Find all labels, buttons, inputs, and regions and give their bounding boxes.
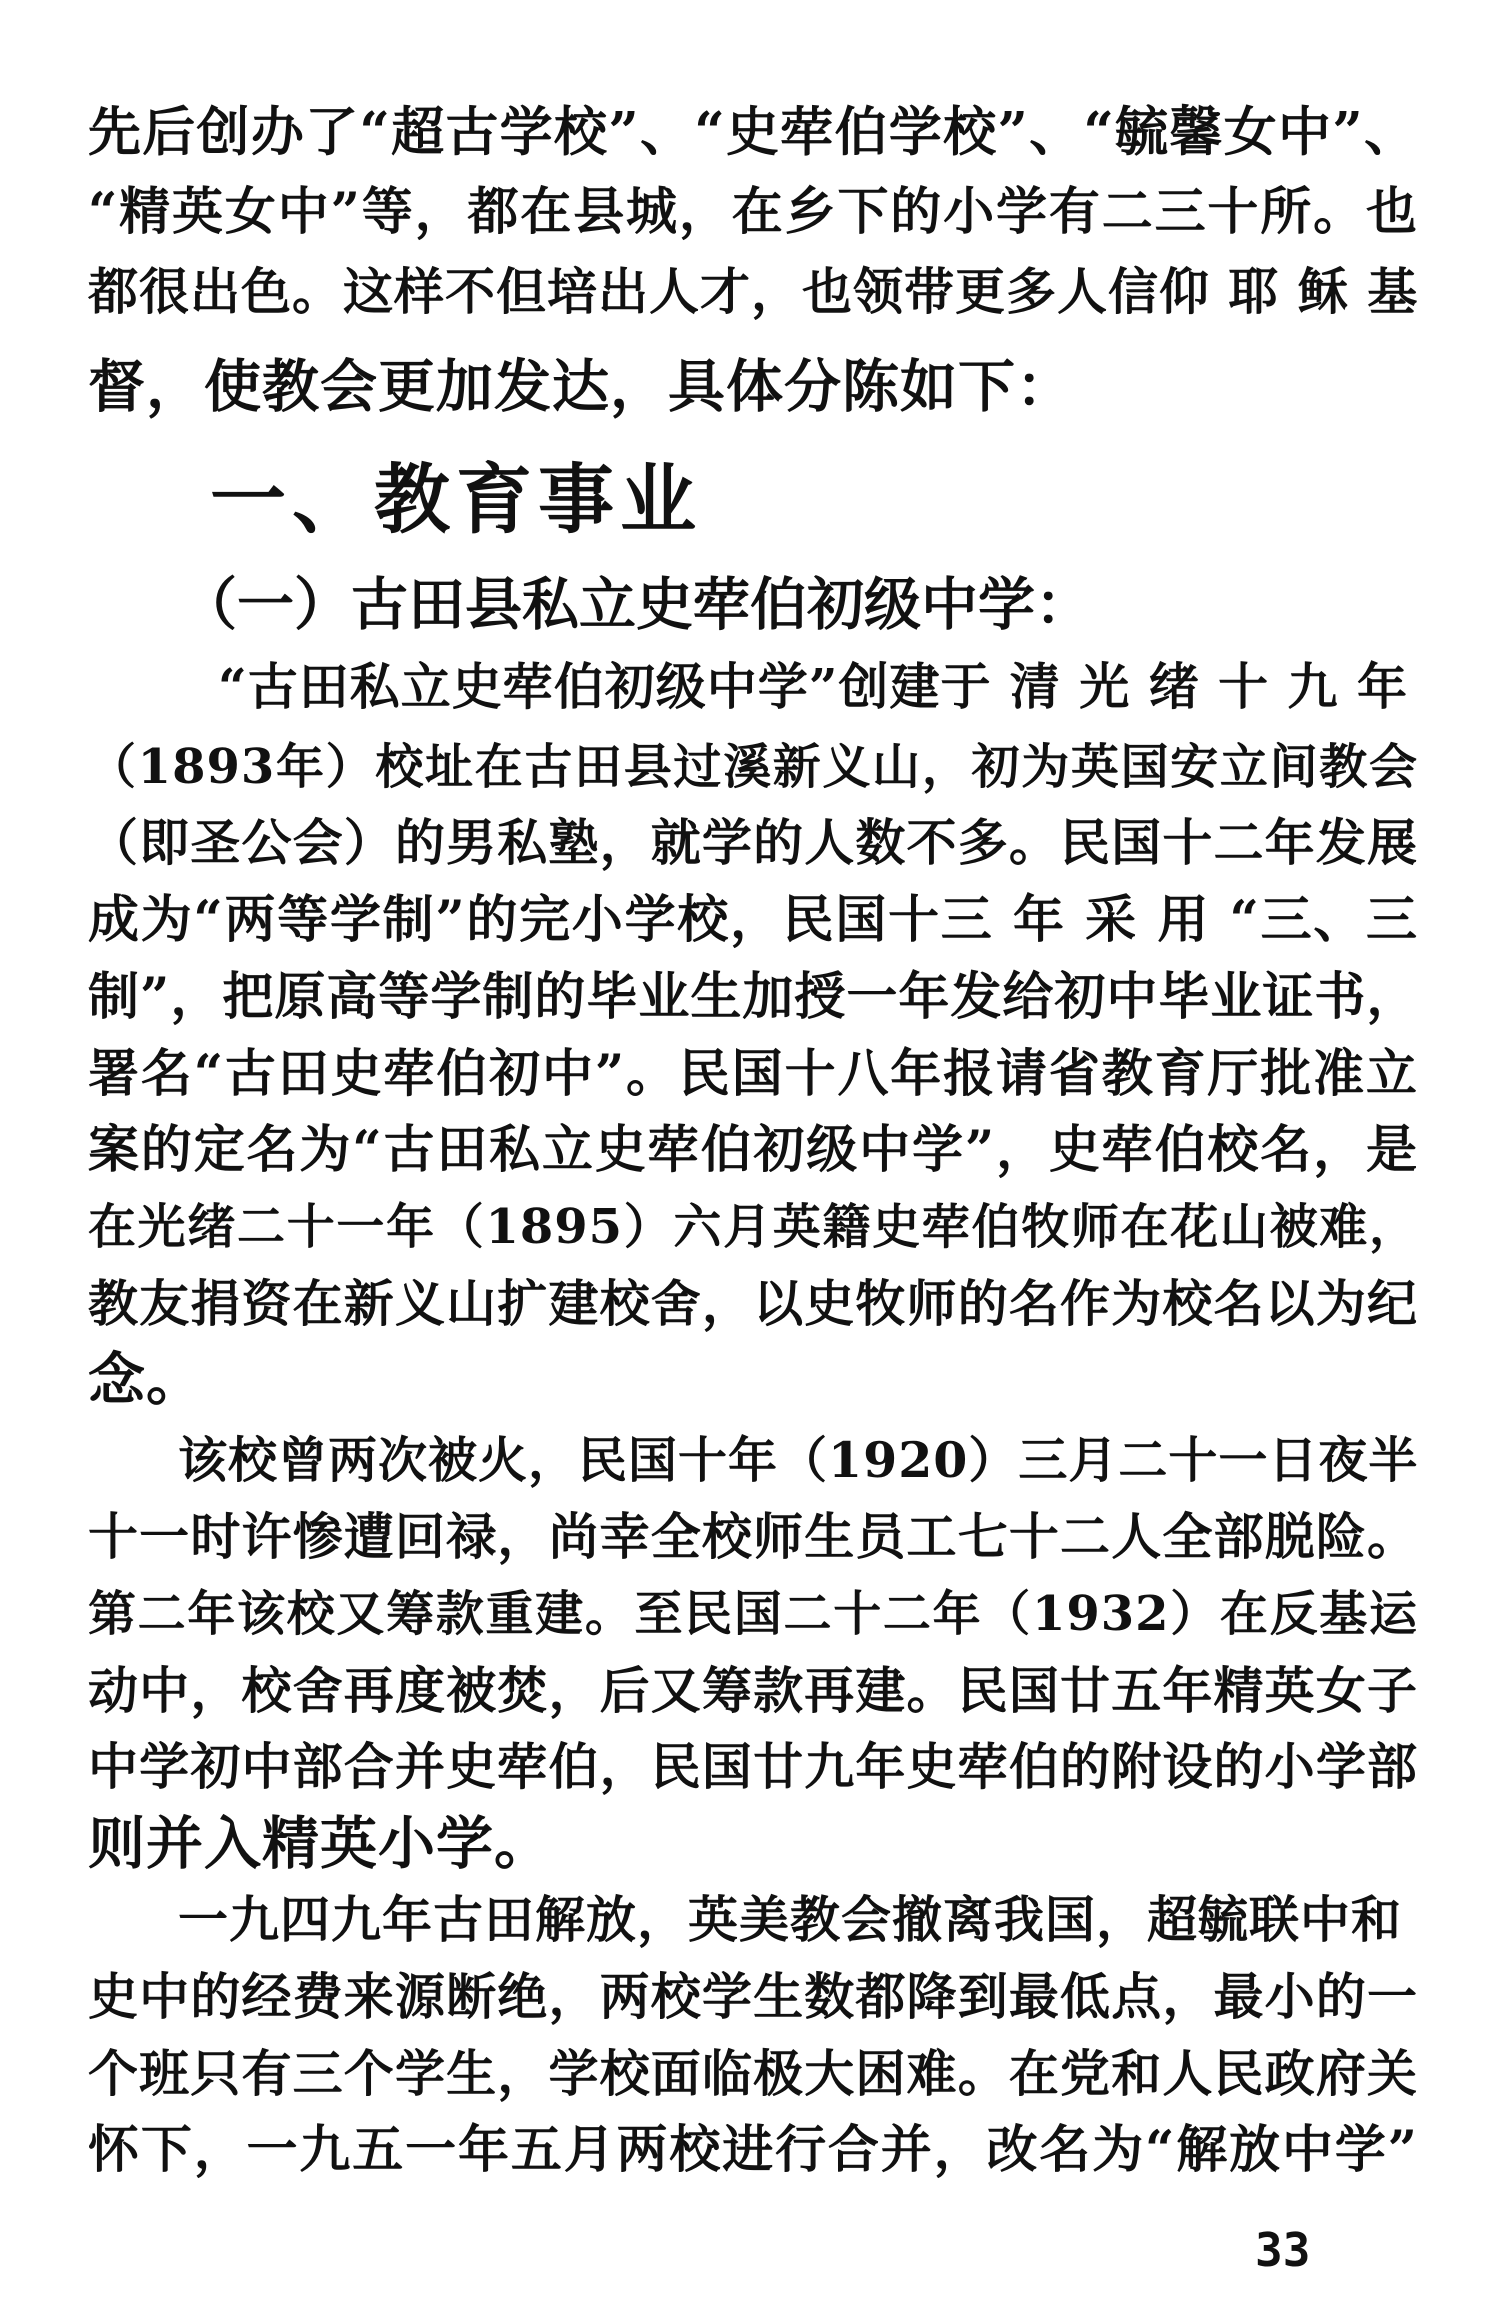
text-line: 督，使教会更加发达，具体分陈如下： bbox=[88, 353, 1074, 420]
text-line: 个班只有三个学生，学校面临极大困难。在党和人民政府关 bbox=[88, 2044, 1418, 2103]
text-line: 在光绪二十一年（1895）六月英籍史荦伯牧师在花山被难， bbox=[88, 1199, 1418, 1255]
text-line: （1893年）校址在古田县过溪新义山，初为英国安立间教会 bbox=[88, 739, 1418, 795]
text-line: 署名“古田史荦伯初中”。民国十八年报请省教育厅批准立 bbox=[88, 1044, 1418, 1104]
text-line: 先后创办了“超古学校”、“史荦伯学校”、“毓馨女中”、 bbox=[88, 101, 1418, 163]
text-line: 教友捐资在新义山扩建校舍，以史牧师的名作为校名以为纪 bbox=[88, 1274, 1418, 1333]
text-line: 十一时许惨遭回禄，尚幸全校师生员工七十二人全部脱险。 bbox=[88, 1507, 1418, 1566]
text-line: 念。 bbox=[88, 1346, 204, 1413]
text-line: 第二年该校又筹款重建。至民国二十二年（1932）在反基运 bbox=[88, 1586, 1418, 1642]
text-line: 史中的经费来源断绝，两校学生数都降到最低点，最小的一 bbox=[88, 1967, 1418, 2026]
text-line: “古田私立史荦伯初级中学”创建于 清 光 绪 十 九 年 bbox=[218, 657, 1408, 716]
text-line: 中学初中部合并史荦伯，民国廿九年史荦伯的附设的小学部 bbox=[88, 1737, 1418, 1796]
text-line: 案的定名为“古田私立史荦伯初级中学”，史荦伯校名，是 bbox=[88, 1120, 1418, 1180]
text-line: （即圣公会）的男私塾，就学的人数不多。民国十二年发展 bbox=[88, 813, 1418, 872]
page-number: 33 bbox=[1255, 2223, 1311, 2277]
text-line: 都很出色。这样不但培出人才，也领带更多人信仰 耶 稣 基 bbox=[88, 262, 1419, 321]
text-line: 则并入精英小学。 bbox=[88, 1810, 552, 1877]
text-line: 动中，校舍再度被焚，后又筹款再建。民国廿五年精英女子 bbox=[88, 1661, 1418, 1720]
text-line: 该校曾两次被火，民国十年（1920）三月二十一日夜半 bbox=[178, 1431, 1419, 1489]
text-line: 一九四九年古田解放，英美教会撤离我国，超毓联中和 bbox=[178, 1890, 1402, 1949]
text-line: 成为“两等学制”的完小学校，民国十三 年 采 用 “三、三 bbox=[88, 890, 1418, 950]
text-line: 制”，把原高等学制的毕业生加授一年发给初中毕业证书， bbox=[88, 967, 1419, 1027]
text-line: 怀下，一九五一年五月两校进行合并，改名为“解放中学” bbox=[88, 2120, 1418, 2180]
section-heading: 一、教育事业 bbox=[210, 455, 702, 544]
text-line: “精英女中”等，都在县城，在乡下的小学有二三十所。也 bbox=[88, 182, 1418, 242]
sub-heading: （一）古田县私立史荦伯初级中学： bbox=[180, 571, 1092, 638]
